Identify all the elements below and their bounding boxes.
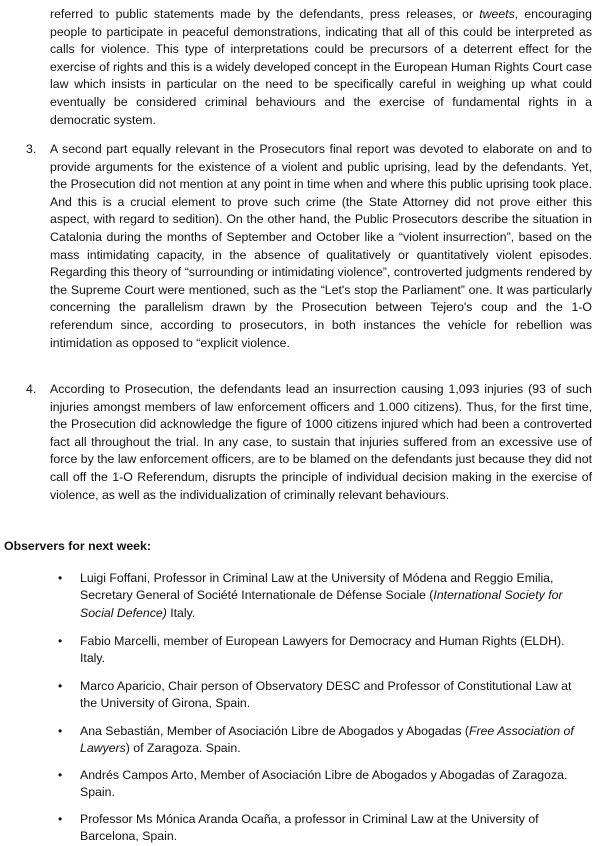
- item-4-text: According to Prosecution, the defendants lead an insurrection causing 1,093 injuries (93 of such injuries amongst members of law enforcement officers and 1.000 citizens). Thus, for the first time, the Prosecution did acknowledge the figure of 1000 citizens injured which had been a controverted fact all throughout the trial. In any case, to sustain that injuries suffered from an excessive use of force by the law enforcement officers, are to be blamed on the defendants just because they did not call off the 1-O Referendum, disrupts the principle of individual decision making in the exercise of violence, as well as the individualization of criminally relevant behaviours.: [50, 382, 592, 502]
- bullet-5: •: [58, 768, 63, 782]
- observer-5-text: Andrés Campos Arto, Member of Asociación Libre de Abogados y Abogadas of Zaragoza. Spain.: [80, 768, 568, 800]
- bullet-3: •: [58, 679, 63, 693]
- tweets-word: tweets: [479, 7, 515, 21]
- observer-4-after: ) of Zaragoza. Spain.: [125, 741, 241, 756]
- observer-1-after: Italy.: [166, 605, 196, 620]
- bullet-2: •: [58, 634, 63, 648]
- item-3-text: A second part equally relevant in the Prosecutors final report was devoted to elaborate on and to provide arguments for the existence of a violent and public uprising, lead by the defendants. Yet, the Prosecution did not mention at any point in time when and where this public uprising took place. And this is a crucial element to prove such crime (the State Attorney did not prove either this aspect, with regard to sedition). On the other hand, the Public Prosecutors describe the situation in Catalonia during the months of September and October like a “violent insurrection”, based on the mass intimidating capacity, in the absence of qualitatively or quantitatively violent episodes. Regarding this theory of “surrounding or intimidating violence”, controverted judgments rendered by the Supreme Court were mentioned, such as the “Let's stop the Parliament” one. It was particularly concerning the parallelism drawn by the Prosecution between Tejero's coup and the 1-O referendum since, according to prosecutors, in both instances the vehicle for rebellion was intimidation as opposed to “explicit violence.: [50, 142, 592, 350]
- item-3-number: 3.: [26, 142, 37, 156]
- observer-3: [80, 678, 590, 713]
- observer-6: [80, 811, 590, 846]
- bullet-4: •: [58, 724, 63, 738]
- bullet-6: •: [58, 812, 63, 826]
- observer-4-italic: Free Association of Lawyers: [80, 724, 574, 756]
- observer-3-text: Marco Aparicio, Chair person of Observatory DESC and Professor of Constitutional Law at the University of Girona, Spain.: [80, 679, 572, 711]
- intro-text-before: referred to public statements made by the defendants, press releases, or: [50, 7, 480, 21]
- observers-heading: Observers for next week:: [4, 539, 151, 553]
- observer-4-text: Ana Sebastián, Member of Asociación Libre de Abogados y Abogadas (: [80, 724, 469, 738]
- bullet-1: •: [58, 571, 63, 585]
- observer-4: [80, 723, 590, 758]
- observer-1: [80, 570, 590, 622]
- observer-2-text: Fabio Marcelli, member of European Lawyers for Democracy and Human Rights (ELDH). Italy.: [80, 634, 565, 666]
- intro-paragraph: [50, 6, 592, 129]
- item-4-number: 4.: [26, 382, 37, 396]
- observer-6-text: Professor Ms Mónica Aranda Ocaña, a professor in Criminal Law at the University of Barcelona, Spain.: [80, 812, 539, 844]
- observer-5: [80, 767, 590, 802]
- intro-text-after: , encouraging people to participate in peaceful demonstrations, indicating that all of this could be interpreted as calls for violence. This type of interpretations could be precursors of a deterrent effect for the exercise of rights and this is a widely developed concept in the European Human Rights Court case law which insists in particular on the need to be specifically careful in weighing up what could eventually be considered criminal behaviours and the exercise of fundamental rights in a democratic system.: [50, 7, 592, 127]
- observer-1-italic: International Society for Social Defence): [80, 588, 563, 620]
- observer-1-text: Luigi Foffani, Professor in Criminal Law at the University of Módena and Reggio Emilia, Secretary General of Société Internationale de Défense Sociale (: [80, 571, 554, 603]
- observer-2: [80, 633, 590, 668]
